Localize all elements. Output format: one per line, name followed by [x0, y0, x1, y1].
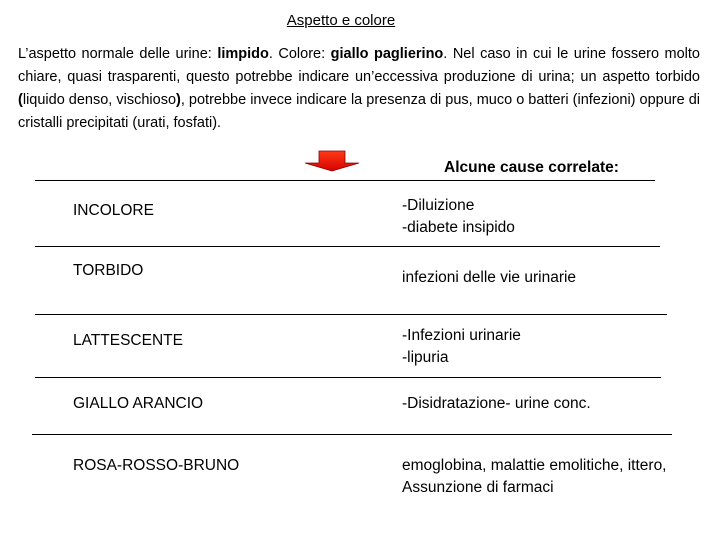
causes-heading: Alcune cause correlate:	[444, 159, 619, 176]
cause-item: emoglobina, malattie emolitiche, ittero,	[402, 457, 667, 474]
row-causes-lattescente	[402, 325, 521, 369]
cause-item: -lipuria	[402, 349, 449, 366]
page-title: Aspetto e colore	[286, 12, 396, 29]
cause-item: -Infezioni urinarie	[402, 327, 521, 344]
divider	[35, 246, 660, 247]
row-causes-incolore	[402, 195, 515, 239]
row-term-lattescente: LATTESCENTE	[73, 332, 183, 349]
color-label: . Colore:	[268, 46, 331, 62]
limpid-term: limpido	[217, 46, 269, 62]
paragraph-body-b: , potrebbe invece indicare la presenza di pus, muco o batteri (infezioni) oppure di cristalli precipitati (urati, fosfati).	[18, 92, 701, 131]
row-causes-giallo-arancio	[402, 393, 591, 415]
color-value: giallo paglierino	[330, 46, 444, 62]
cause-item: -Diluizione	[402, 197, 475, 214]
divider	[35, 377, 661, 378]
intro-text: L’aspetto normale delle urine:	[18, 46, 218, 62]
paren-content: liquido denso, vischioso	[22, 92, 177, 108]
divider	[35, 314, 667, 315]
cause-item: Assunzione di farmaci	[402, 479, 554, 496]
cause-item: -Disidratazione- urine conc.	[402, 395, 591, 412]
paren-open: (	[18, 92, 23, 108]
divider	[32, 434, 672, 435]
divider	[35, 180, 655, 181]
paren-close: )	[176, 92, 181, 108]
row-causes-torbido	[402, 267, 576, 289]
row-causes-rosa-rosso-bruno	[402, 455, 667, 499]
down-arrow-icon	[303, 150, 361, 172]
cause-item: infezioni delle vie urinarie	[402, 269, 577, 286]
row-term-incolore: INCOLORE	[73, 202, 154, 219]
description-paragraph	[18, 43, 700, 135]
row-term-torbido: TORBIDO	[73, 262, 144, 279]
cause-item: -diabete insipido	[402, 219, 515, 236]
row-term-giallo-arancio: GIALLO ARANCIO	[73, 395, 204, 412]
row-term-rosa-rosso-bruno: ROSA-ROSSO-BRUNO	[73, 457, 240, 474]
paragraph-body-a: . Nel caso in cui le urine fossero molto chiare, quasi trasparenti, questo potrebbe indicare un’eccessiva produzione di urina; un aspetto torbido	[18, 46, 700, 85]
